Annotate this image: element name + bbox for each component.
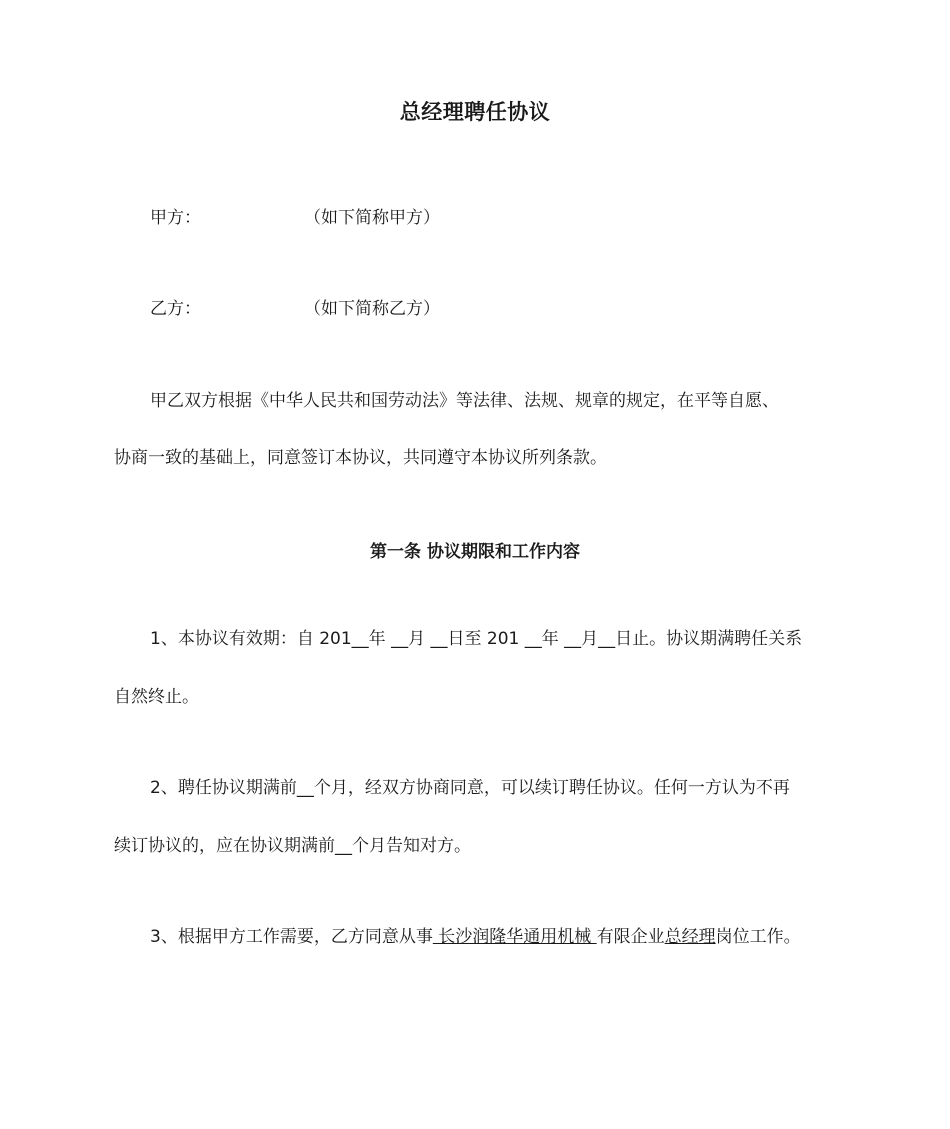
clause-3-suffix: 岗位工作。 — [715, 927, 801, 947]
clause-1-line-2: 自然终止。 — [114, 687, 199, 707]
clause-3-line — [150, 925, 801, 949]
clause-2-line-2: 续订协议的，应在协议期满前__个月告知对方。 — [114, 836, 471, 856]
clause-3-prefix: 3、根据甲方工作需要，乙方同意从事 — [150, 927, 433, 947]
preamble-line-2: 协商一致的基础上，同意签订本协议，共同遵守本协议所列条款。 — [114, 448, 607, 468]
clause-1-line-1: 1、本协议有效期：自 201__年 __月 __日至 201 __年 __月__日止。协议期满聘任关系 — [150, 629, 803, 649]
party-b-label: 乙方： — [150, 299, 201, 319]
document-title: 总经理聘任协议 — [399, 100, 551, 124]
article-1-heading: 第一条 协议期限和工作内容 — [370, 542, 580, 562]
clause-3-company: 长沙润隆华通用机械 — [432, 927, 597, 947]
party-a-label: 甲方： — [150, 208, 201, 228]
party-a-note: （如下简称甲方） — [304, 208, 440, 228]
party-b-note: （如下简称乙方） — [304, 299, 440, 319]
clause-3-middle: 有限企业 — [596, 927, 665, 947]
preamble-line-1: 甲乙双方根据《中华人民共和国劳动法》等法律、法规、规章的规定，在平等自愿、 — [150, 391, 779, 411]
clause-3-position: 总经理 — [664, 927, 716, 947]
clause-2-line-1: 2、聘任协议期满前__个月，经双方协商同意，可以续订聘任协议。任何一方认为不再 — [150, 778, 790, 798]
